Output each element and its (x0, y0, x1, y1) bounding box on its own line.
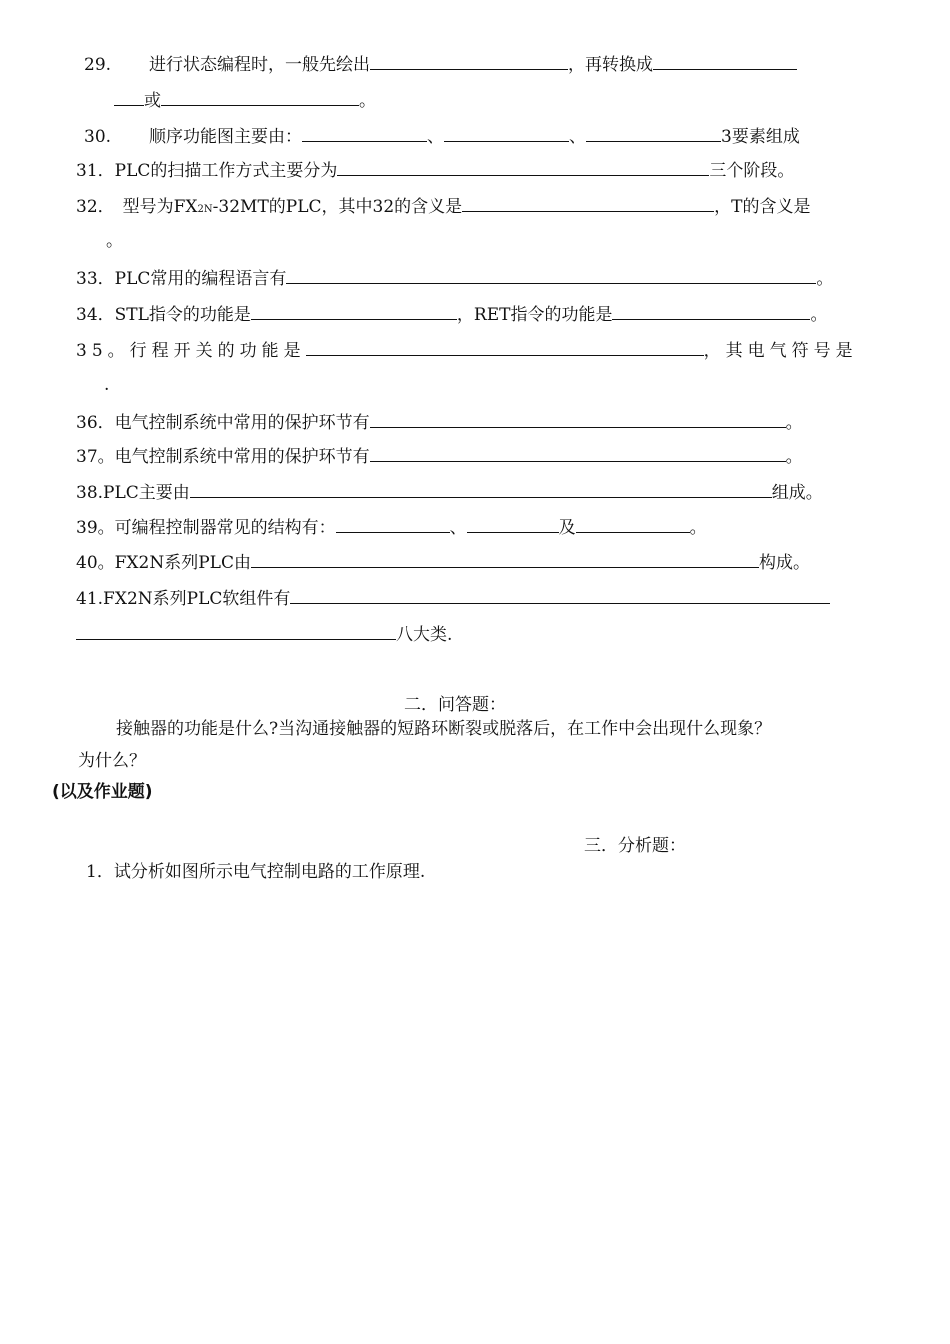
question-text: 。 (359, 91, 376, 111)
analysis-question-1 (86, 861, 425, 883)
question-40 (76, 550, 810, 574)
answer-blank[interactable] (306, 338, 704, 356)
question-34 (76, 302, 827, 326)
question-32 (76, 194, 811, 221)
separator: 、 (427, 127, 445, 147)
question-number: 31． (76, 161, 115, 181)
answer-blank[interactable] (286, 266, 816, 284)
question-text: 。 (816, 269, 834, 289)
answer-blank[interactable] (337, 158, 709, 176)
question-text: -32MT的PLC，其中32的含义是 (212, 197, 463, 217)
question-text: 及 (558, 518, 576, 538)
answer-blank[interactable] (114, 88, 144, 106)
separator: 、 (449, 518, 467, 538)
question-text: 。 (106, 231, 123, 251)
question-text: ，T的含义是 (714, 197, 811, 217)
question-number: 35。 (76, 341, 130, 361)
question-text: 可编程控制器常见的结构有： (114, 518, 336, 538)
question-number: 1． (86, 862, 114, 882)
question-35-cont (104, 374, 109, 396)
question-31 (76, 158, 794, 182)
answer-blank[interactable] (336, 515, 450, 533)
question-text: 电气控制系统中常用的保护环节有 (114, 447, 370, 467)
answer-blank[interactable] (370, 410, 786, 428)
question-text: FX2N系列PLC软组件有 (103, 589, 291, 609)
answer-blank[interactable] (251, 302, 457, 320)
homework-note: (以及作业题) (52, 782, 153, 802)
question-text: ，再转换成 (568, 55, 654, 75)
answer-blank[interactable] (190, 480, 772, 498)
question-number: 40。 (76, 553, 115, 573)
subscript: 2N (197, 204, 213, 215)
question-text: 构成。 (758, 553, 810, 573)
answer-blank[interactable] (444, 124, 569, 142)
question-text: 顺序功能图主要由： (149, 127, 303, 147)
question-number: 36． (76, 413, 115, 433)
question-text: 。 (785, 447, 803, 467)
question-32-cont (106, 230, 123, 252)
question-number: 33． (76, 269, 115, 289)
question-38 (76, 480, 823, 504)
answer-blank[interactable] (576, 515, 690, 533)
question-text: 或 (144, 91, 161, 111)
question-text: 组成。 (771, 483, 823, 503)
question-text: FX2N系列PLC由 (114, 553, 251, 573)
question-text: STL指令的功能是 (114, 305, 251, 325)
question-33 (76, 266, 833, 290)
question-text: 。 (689, 518, 707, 538)
section-3-title: 三．分析题： (584, 836, 686, 856)
question-text: PLC常用的编程语言有 (114, 269, 287, 289)
answer-blank[interactable] (370, 52, 568, 70)
answer-blank[interactable] (586, 124, 721, 142)
question-41 (76, 586, 830, 610)
answer-blank[interactable] (612, 302, 810, 320)
answer-blank[interactable] (76, 622, 396, 640)
answer-blank[interactable] (467, 515, 559, 533)
question-text: 。 (785, 413, 803, 433)
question-text: ，RET指令的功能是 (456, 305, 613, 325)
question-29 (84, 52, 797, 76)
question-35 (76, 338, 858, 362)
question-text: PLC主要由 (103, 483, 190, 503)
question-number: 41. (76, 589, 104, 609)
answer-blank[interactable] (161, 88, 359, 106)
question-41-cont (76, 622, 452, 646)
question-text: 。 (810, 305, 828, 325)
question-number: 29. (84, 55, 112, 75)
essay-question-cont: 为什么？ (78, 751, 146, 771)
question-30 (84, 124, 800, 148)
question-text: 3要素组成 (721, 127, 800, 147)
question-37 (76, 444, 803, 468)
separator: 、 (569, 127, 587, 147)
answer-blank[interactable] (302, 124, 427, 142)
section-2-title: 二．问答题： (404, 695, 506, 715)
question-39 (76, 515, 707, 539)
question-number: 32． (76, 197, 115, 217)
question-number: 30. (84, 127, 112, 147)
question-36 (76, 410, 803, 434)
answer-blank[interactable] (251, 550, 759, 568)
question-text: 型号为FX (122, 197, 198, 217)
answer-blank[interactable] (290, 586, 830, 604)
question-text: 电气控制系统中常用的保护环节有 (114, 413, 370, 433)
question-number: 39。 (76, 518, 115, 538)
question-number: 37。 (76, 447, 115, 467)
answer-blank[interactable] (462, 194, 714, 212)
question-text: ，其电气符号是 (703, 341, 858, 361)
essay-question: 接触器的功能是什么?当沟通接触器的短路环断裂或脱落后，在工作中会出现什么现象？ (116, 719, 772, 739)
question-text: . (104, 375, 110, 395)
question-text: 八大类. (396, 625, 453, 645)
question-number: 34． (76, 305, 115, 325)
question-text: 行程开关的功能是 (129, 341, 306, 361)
answer-blank[interactable] (370, 444, 786, 462)
question-29-cont (114, 88, 376, 112)
question-text: 进行状态编程时，一般先绘出 (149, 55, 371, 75)
question-text: 三个阶段。 (709, 161, 795, 181)
question-number: 38. (76, 483, 104, 503)
question-text: 试分析如图所示电气控制电路的工作原理. (113, 862, 426, 882)
answer-blank[interactable] (653, 52, 797, 70)
question-text: PLC的扫描工作方式主要分为 (114, 161, 338, 181)
